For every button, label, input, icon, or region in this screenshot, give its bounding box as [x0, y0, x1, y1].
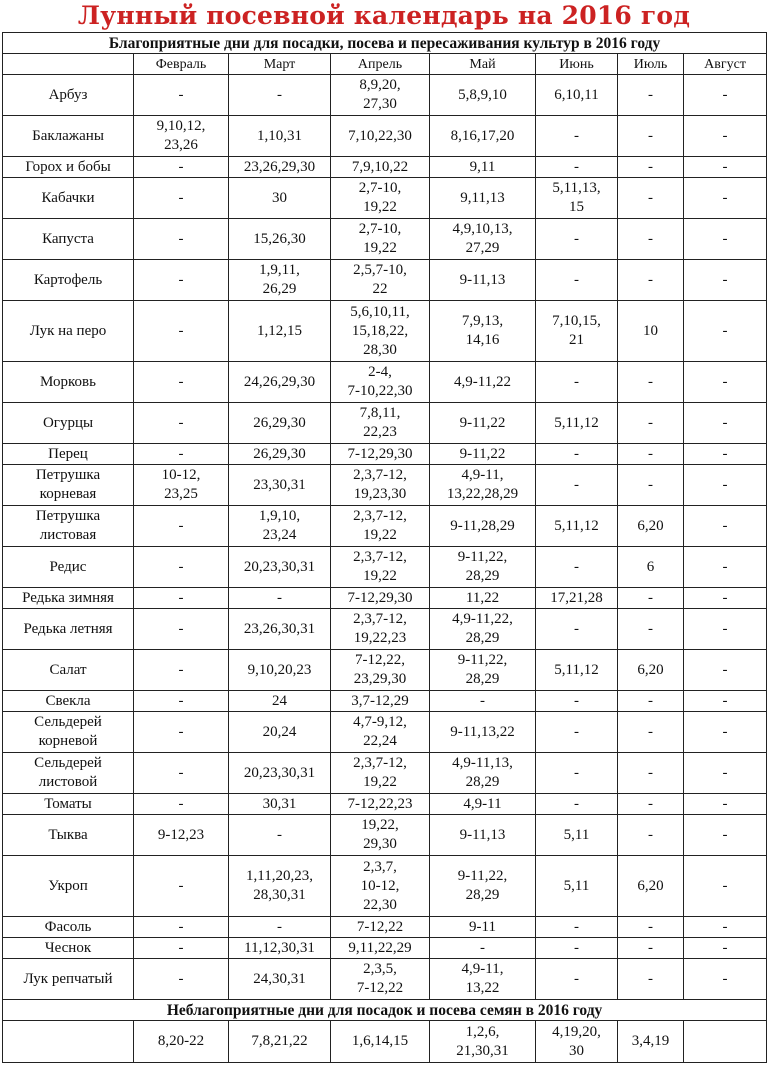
day-cell: 5,8,9,10 — [430, 75, 536, 116]
month-header: Август — [684, 54, 767, 75]
day-cell: 24 — [229, 691, 331, 712]
crop-row — [3, 465, 767, 506]
day-cell: 30 — [229, 178, 331, 219]
crop-row — [3, 157, 767, 178]
day-cell: - — [134, 712, 229, 753]
month-header: Июль — [618, 54, 684, 75]
crop-row — [3, 815, 767, 856]
day-cell: - — [684, 362, 767, 403]
day-cell: - — [684, 465, 767, 506]
day-cell: 6 — [618, 547, 684, 588]
day-cell: 6,20 — [618, 856, 684, 917]
day-cell: - — [536, 917, 618, 938]
day-cell: 7,10,15, 21 — [536, 301, 618, 362]
day-cell: 20,23,30,31 — [229, 547, 331, 588]
day-cell: - — [684, 403, 767, 444]
day-cell: - — [684, 260, 767, 301]
day-cell: - — [618, 362, 684, 403]
day-cell: 2,5,7-10, 22 — [331, 260, 430, 301]
unfavorable-days-row — [3, 1021, 767, 1063]
day-cell: 6,10,11 — [536, 75, 618, 116]
day-cell: - — [618, 691, 684, 712]
day-cell: 9-11,22 — [430, 403, 536, 444]
unfavorable-cell: 7,8,21,22 — [229, 1021, 331, 1063]
day-cell: - — [536, 547, 618, 588]
day-cell: - — [618, 917, 684, 938]
day-cell: 6,20 — [618, 650, 684, 691]
crop-name: Свекла — [3, 691, 134, 712]
day-cell: - — [134, 917, 229, 938]
day-cell: 23,30,31 — [229, 465, 331, 506]
day-cell: 7-12,22, 23,29,30 — [331, 650, 430, 691]
day-cell: - — [536, 465, 618, 506]
favorable-days-subtitle: Благоприятные дни для посадки, посева и пересаживания культур в 2016 году — [3, 33, 767, 54]
day-cell: 9-12,23 — [134, 815, 229, 856]
day-cell: - — [684, 178, 767, 219]
day-cell: - — [684, 691, 767, 712]
day-cell: - — [684, 506, 767, 547]
unfavorable-days-subtitle: Неблагоприятные дни для посадок и посева семян в 2016 году — [3, 1000, 767, 1021]
day-cell: - — [684, 116, 767, 157]
day-cell: 8,9,20, 27,30 — [331, 75, 430, 116]
day-cell: - — [684, 650, 767, 691]
day-cell: 1,9,11, 26,29 — [229, 260, 331, 301]
day-cell: 6,20 — [618, 506, 684, 547]
day-cell: - — [618, 938, 684, 959]
day-cell: 9,10,12, 23,26 — [134, 116, 229, 157]
unfavorable-cell: 8,20-22 — [134, 1021, 229, 1063]
day-cell: - — [684, 75, 767, 116]
day-cell: 19,22, 29,30 — [331, 815, 430, 856]
day-cell: - — [134, 938, 229, 959]
day-cell: - — [618, 959, 684, 1000]
day-cell: 9-11,28,29 — [430, 506, 536, 547]
day-cell: - — [134, 157, 229, 178]
crop-name: Чеснок — [3, 938, 134, 959]
day-cell: 11,22 — [430, 588, 536, 609]
day-cell: 4,9-11, 13,22,28,29 — [430, 465, 536, 506]
day-cell: - — [618, 465, 684, 506]
day-cell: 2,3,7-12, 19,23,30 — [331, 465, 430, 506]
day-cell: 5,11,12 — [536, 403, 618, 444]
crop-row — [3, 650, 767, 691]
crop-row — [3, 588, 767, 609]
day-cell: - — [536, 691, 618, 712]
crop-row — [3, 260, 767, 301]
day-cell: - — [684, 959, 767, 1000]
day-cell: 2,3,7-12, 19,22,23 — [331, 609, 430, 650]
day-cell: - — [536, 157, 618, 178]
day-cell: - — [618, 609, 684, 650]
day-cell: - — [134, 75, 229, 116]
day-cell: - — [618, 794, 684, 815]
day-cell: 11,12,30,31 — [229, 938, 331, 959]
planting-calendar-table — [2, 32, 767, 1063]
day-cell: 9-11,22 — [430, 444, 536, 465]
day-cell: 5,11,12 — [536, 650, 618, 691]
crop-row — [3, 116, 767, 157]
crop-name: Сельдерей корневой — [3, 712, 134, 753]
crop-row — [3, 938, 767, 959]
day-cell: - — [536, 794, 618, 815]
day-cell: - — [684, 588, 767, 609]
day-cell: - — [618, 444, 684, 465]
day-cell: 24,30,31 — [229, 959, 331, 1000]
day-cell: - — [684, 547, 767, 588]
month-header: Июнь — [536, 54, 618, 75]
day-cell: - — [536, 753, 618, 794]
day-cell: 7-12,22,23 — [331, 794, 430, 815]
day-cell: 9,11,22,29 — [331, 938, 430, 959]
day-cell: 10 — [618, 301, 684, 362]
day-cell: - — [536, 260, 618, 301]
unfavorable-cell: 1,6,14,15 — [331, 1021, 430, 1063]
crop-row — [3, 301, 767, 362]
day-cell: 30,31 — [229, 794, 331, 815]
day-cell: - — [618, 815, 684, 856]
day-cell: - — [134, 219, 229, 260]
day-cell: 26,29,30 — [229, 444, 331, 465]
day-cell: - — [684, 753, 767, 794]
crop-row — [3, 712, 767, 753]
day-cell: 9,11 — [430, 157, 536, 178]
crop-row — [3, 609, 767, 650]
day-cell: 5,11,12 — [536, 506, 618, 547]
day-cell: - — [536, 712, 618, 753]
day-cell: 4,9-11, 13,22 — [430, 959, 536, 1000]
day-cell: 4,9-11,22 — [430, 362, 536, 403]
crop-name: Огурцы — [3, 403, 134, 444]
day-cell: 7-12,22 — [331, 917, 430, 938]
day-cell: - — [684, 712, 767, 753]
crop-row — [3, 856, 767, 917]
crop-name: Горох и бобы — [3, 157, 134, 178]
day-cell: 7-12,29,30 — [331, 444, 430, 465]
day-cell: - — [618, 157, 684, 178]
day-cell: 7,8,11, 22,23 — [331, 403, 430, 444]
crop-row — [3, 178, 767, 219]
day-cell: 1,9,10, 23,24 — [229, 506, 331, 547]
crop-name: Капуста — [3, 219, 134, 260]
crop-name: Картофель — [3, 260, 134, 301]
day-cell: - — [229, 75, 331, 116]
crop-name: Тыква — [3, 815, 134, 856]
day-cell: 5,6,10,11, 15,18,22, 28,30 — [331, 301, 430, 362]
crop-row — [3, 794, 767, 815]
day-cell: 2,3,7, 10-12, 22,30 — [331, 856, 430, 917]
day-cell: 4,9,10,13, 27,29 — [430, 219, 536, 260]
day-cell: 3,7-12,29 — [331, 691, 430, 712]
day-cell: 4,9-11 — [430, 794, 536, 815]
day-cell: - — [684, 794, 767, 815]
day-cell: 4,9-11,13, 28,29 — [430, 753, 536, 794]
crop-row — [3, 691, 767, 712]
day-cell: 9-11 — [430, 917, 536, 938]
day-cell: - — [134, 650, 229, 691]
day-cell: 20,23,30,31 — [229, 753, 331, 794]
day-cell: 5,11,13, 15 — [536, 178, 618, 219]
month-header: Апрель — [331, 54, 430, 75]
day-cell: 8,16,17,20 — [430, 116, 536, 157]
day-cell: - — [134, 403, 229, 444]
day-cell: 5,11 — [536, 856, 618, 917]
day-cell: 17,21,28 — [536, 588, 618, 609]
day-cell: - — [618, 219, 684, 260]
day-cell: 9-11,22, 28,29 — [430, 650, 536, 691]
day-cell: - — [684, 444, 767, 465]
crop-row — [3, 219, 767, 260]
day-cell: - — [134, 588, 229, 609]
day-cell: 2,7-10, 19,22 — [331, 178, 430, 219]
crop-name: Морковь — [3, 362, 134, 403]
crop-name: Укроп — [3, 856, 134, 917]
day-cell: 2-4, 7-10,22,30 — [331, 362, 430, 403]
day-cell: - — [134, 362, 229, 403]
day-cell: - — [134, 959, 229, 1000]
page-title: Лунный посевной календарь на 2016 год — [77, 1, 691, 30]
day-cell: 26,29,30 — [229, 403, 331, 444]
day-cell: - — [684, 301, 767, 362]
crop-name: Редька зимняя — [3, 588, 134, 609]
unfavorable-cell: 4,19,20, 30 — [536, 1021, 618, 1063]
day-cell: 9-11,22, 28,29 — [430, 856, 536, 917]
day-cell: - — [229, 815, 331, 856]
crop-row — [3, 403, 767, 444]
crop-name: Петрушка листовая — [3, 506, 134, 547]
day-cell: - — [536, 959, 618, 1000]
day-cell: - — [684, 815, 767, 856]
day-cell: 2,7-10, 19,22 — [331, 219, 430, 260]
day-cell: - — [430, 938, 536, 959]
day-cell: - — [536, 444, 618, 465]
crop-name: Арбуз — [3, 75, 134, 116]
day-cell: - — [134, 444, 229, 465]
day-cell: 9-11,13 — [430, 260, 536, 301]
day-cell: 9-11,13,22 — [430, 712, 536, 753]
day-cell: 2,3,7-12, 19,22 — [331, 506, 430, 547]
day-cell: 23,26,30,31 — [229, 609, 331, 650]
day-cell: 24,26,29,30 — [229, 362, 331, 403]
crop-name: Лук на перо — [3, 301, 134, 362]
day-cell: - — [134, 260, 229, 301]
day-cell: - — [134, 547, 229, 588]
day-cell: - — [618, 712, 684, 753]
crop-name: Фасоль — [3, 917, 134, 938]
crop-row — [3, 547, 767, 588]
day-cell: 7,9,13, 14,16 — [430, 301, 536, 362]
day-cell: - — [134, 609, 229, 650]
day-cell: - — [134, 753, 229, 794]
crop-rows — [3, 75, 767, 1000]
crop-name: Петрушка корневая — [3, 465, 134, 506]
day-cell: 4,9-11,22, 28,29 — [430, 609, 536, 650]
crop-name: Редька летняя — [3, 609, 134, 650]
day-cell: - — [618, 75, 684, 116]
day-cell: - — [536, 116, 618, 157]
crop-name: Томаты — [3, 794, 134, 815]
day-cell: - — [134, 794, 229, 815]
day-cell: - — [684, 157, 767, 178]
day-cell: - — [684, 219, 767, 260]
crop-row — [3, 362, 767, 403]
unfavorable-cell — [684, 1021, 767, 1063]
day-cell: 20,24 — [229, 712, 331, 753]
crop-name: Редис — [3, 547, 134, 588]
crop-name: Лук репчатый — [3, 959, 134, 1000]
day-cell: 2,3,5, 7-12,22 — [331, 959, 430, 1000]
day-cell: 9,10,20,23 — [229, 650, 331, 691]
day-cell: - — [134, 856, 229, 917]
day-cell: 1,10,31 — [229, 116, 331, 157]
day-cell: - — [536, 219, 618, 260]
day-cell: - — [134, 301, 229, 362]
day-cell: 9,11,13 — [430, 178, 536, 219]
day-cell: 2,3,7-12, 19,22 — [331, 547, 430, 588]
day-cell: - — [684, 609, 767, 650]
unfavorable-cell: 1,2,6, 21,30,31 — [430, 1021, 536, 1063]
day-cell: 7,9,10,22 — [331, 157, 430, 178]
day-cell: - — [430, 691, 536, 712]
day-cell: - — [134, 506, 229, 547]
month-header: Май — [430, 54, 536, 75]
day-cell: - — [229, 917, 331, 938]
day-cell: - — [536, 938, 618, 959]
day-cell: 23,26,29,30 — [229, 157, 331, 178]
day-cell: - — [134, 691, 229, 712]
day-cell: 9-11,13 — [430, 815, 536, 856]
day-cell: - — [536, 609, 618, 650]
day-cell: - — [618, 178, 684, 219]
day-cell: 5,11 — [536, 815, 618, 856]
crop-column-header — [3, 54, 134, 75]
crop-row — [3, 444, 767, 465]
day-cell: - — [618, 260, 684, 301]
day-cell: 4,7-9,12, 22,24 — [331, 712, 430, 753]
day-cell: 9-11,22, 28,29 — [430, 547, 536, 588]
unfavorable-cell: 3,4,19 — [618, 1021, 684, 1063]
day-cell: - — [229, 588, 331, 609]
day-cell: - — [134, 178, 229, 219]
month-header: Март — [229, 54, 331, 75]
day-cell: 10-12, 23,25 — [134, 465, 229, 506]
crop-name: Баклажаны — [3, 116, 134, 157]
day-cell: 15,26,30 — [229, 219, 331, 260]
day-cell: 2,3,7-12, 19,22 — [331, 753, 430, 794]
crop-name: Салат — [3, 650, 134, 691]
crop-row — [3, 75, 767, 116]
day-cell: - — [684, 938, 767, 959]
day-cell: - — [618, 753, 684, 794]
day-cell: - — [618, 403, 684, 444]
crop-name: Перец — [3, 444, 134, 465]
day-cell: - — [684, 856, 767, 917]
day-cell: - — [618, 116, 684, 157]
day-cell: 7,10,22,30 — [331, 116, 430, 157]
month-header-row — [3, 54, 767, 75]
day-cell: - — [618, 588, 684, 609]
day-cell: - — [536, 362, 618, 403]
day-cell: 1,12,15 — [229, 301, 331, 362]
crop-row — [3, 506, 767, 547]
crop-row — [3, 917, 767, 938]
day-cell: 1,11,20,23, 28,30,31 — [229, 856, 331, 917]
crop-name: Сельдерей листовой — [3, 753, 134, 794]
month-header: Февраль — [134, 54, 229, 75]
day-cell: - — [684, 917, 767, 938]
unfavorable-label-cell — [3, 1021, 134, 1063]
day-cell: 7-12,29,30 — [331, 588, 430, 609]
crop-row — [3, 959, 767, 1000]
crop-name: Кабачки — [3, 178, 134, 219]
crop-row — [3, 753, 767, 794]
